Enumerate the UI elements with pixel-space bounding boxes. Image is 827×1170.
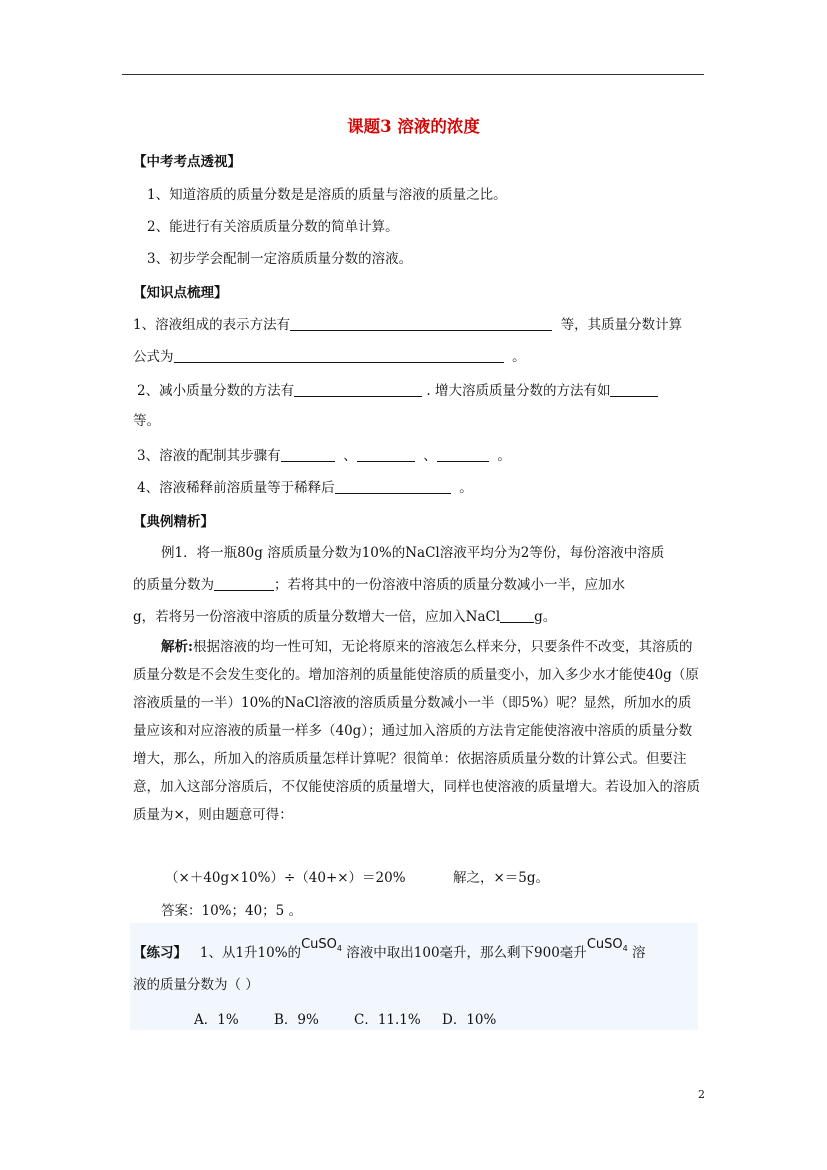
equation: （×＋40g×10%）÷（40+×）＝20%: [165, 870, 406, 886]
section-heading-knowledge: 【知识点梳理】: [133, 285, 228, 301]
knowledge-1-text-c: 公式为: [133, 349, 174, 365]
knowledge-item-2: [137, 379, 658, 399]
practice-line-2: 液的质量分数为（ ）: [133, 977, 259, 993]
fill-blank: [174, 348, 504, 363]
chem-formula: [587, 937, 628, 952]
knowledge-1-text-d: 。: [512, 349, 526, 365]
knowledge-2-text-c: 等。: [133, 413, 160, 429]
practice-label: 【练习】: [133, 945, 187, 961]
knowledge-4-end: 。: [459, 480, 473, 496]
knowledge-2-text-a: 2、减小质量分数的方法有: [137, 383, 295, 399]
exam-point-3: 3、初步学会配制一定溶质质量分数的溶液。: [147, 251, 413, 267]
separator: 、: [343, 448, 357, 464]
knowledge-4-text-a: 4、溶液稀释前溶质量等于稀释后: [137, 480, 335, 496]
example-1-text-e: g。: [534, 609, 557, 625]
fill-blank: [357, 447, 415, 462]
fill-blank: [610, 382, 658, 397]
page-title: 课题3 溶液的浓度: [347, 117, 480, 136]
knowledge-item-4: [137, 476, 473, 496]
fill-blank: [281, 447, 335, 462]
separator: 、: [423, 448, 437, 464]
practice-text-c: 溶: [632, 945, 646, 961]
formula-text: CuSO: [301, 937, 337, 952]
exam-point-1: 1、知道溶质的质量分数是是溶质的质量与溶液的质量之比。: [147, 187, 507, 203]
knowledge-2-text-b: . 增大溶质质量分数的方法有如: [426, 383, 611, 399]
example-1-line-2: [133, 573, 625, 593]
example-1-text-b: 的质量分数为: [133, 577, 214, 593]
section-heading-exam-points: 【中考考点透视】: [133, 154, 241, 170]
fill-blank: [335, 479, 451, 494]
practice-line-1: [133, 937, 646, 962]
practice-text-b: 溶液中取出100毫升，那么剩下900毫升: [346, 945, 587, 961]
fill-blank: [214, 576, 274, 591]
fill-blank: [500, 608, 534, 623]
exam-point-2: 2、能进行有关溶质质量分数的简单计算。: [147, 219, 399, 235]
formula-text: CuSO: [586, 937, 623, 952]
option-a: A．1%: [194, 1012, 239, 1028]
fill-blank: [437, 447, 489, 462]
knowledge-3-text-a: 3、溶液的配制其步骤有: [137, 448, 281, 464]
example-1-line-1: 例1．将一瓶80g 溶质质量分数为10%的NaCl溶液平均分为2等份，每份溶液中溶质: [161, 545, 665, 561]
section-heading-examples: 【典例精析】: [133, 514, 214, 530]
analysis-label: 解析:: [161, 639, 193, 655]
page-number: 2: [698, 1088, 705, 1101]
practice-text-a: 1、从1升10%的: [199, 945, 302, 961]
header-rule: [122, 74, 704, 75]
knowledge-item-1: [133, 313, 682, 333]
option-d: D．10%: [442, 1012, 497, 1028]
knowledge-1-text-b: 等，其质量分数计算: [560, 317, 683, 333]
formula-subscript: 4: [336, 944, 342, 953]
knowledge-3-end: 。: [497, 448, 511, 464]
equation-solution: 解之，×＝5g。: [453, 870, 550, 886]
knowledge-item-3: [137, 444, 511, 464]
fill-blank: [290, 316, 552, 331]
analysis-text: 根据溶液的均一性可知，无论将原来的溶液怎么样来分，只要条件不改变，其溶质的质量分数是不会发生变化的。增加溶剂的质量能使溶质的质量变小，加入多少水才能使40g（原溶液质量的一半）10%的NaCl溶液的溶质质量分数减小一半（即5%）呢？显然，所加水的质量应该和对应溶液的质量一样多（40g）；通过加入溶质的方法肯定能使溶液中溶质的质量分数增大，那么，所加入的溶质质量怎样计算呢？很简单：依据溶质质量分数的计算公式。但要注意，加入这部分溶质后，不仅能使溶质的质量增大，同样也使溶液的质量增大。若设加入的溶质质量为×，则由题意可得：: [133, 639, 700, 823]
example-1-line-3: [133, 605, 556, 625]
option-c: C．11.1%: [354, 1012, 421, 1028]
knowledge-1-text-a: 1、溶液组成的表示方法有: [133, 317, 291, 333]
knowledge-item-1-cont: [133, 345, 526, 365]
fill-blank: [294, 382, 422, 397]
answer-line: 答案：10%；40；5 。: [161, 903, 303, 919]
analysis-paragraph: [133, 633, 703, 829]
formula-subscript: 4: [622, 944, 628, 953]
example-1-text-d: g，若将另一份溶液中溶质的质量分数增大一倍，应加入NaCl: [133, 609, 501, 625]
example-1-text-c: ；若将其中的一份溶液中溶质的质量分数减小一半，应加水: [274, 577, 625, 593]
chem-formula: [301, 937, 342, 952]
option-b: B．9%: [274, 1012, 319, 1028]
